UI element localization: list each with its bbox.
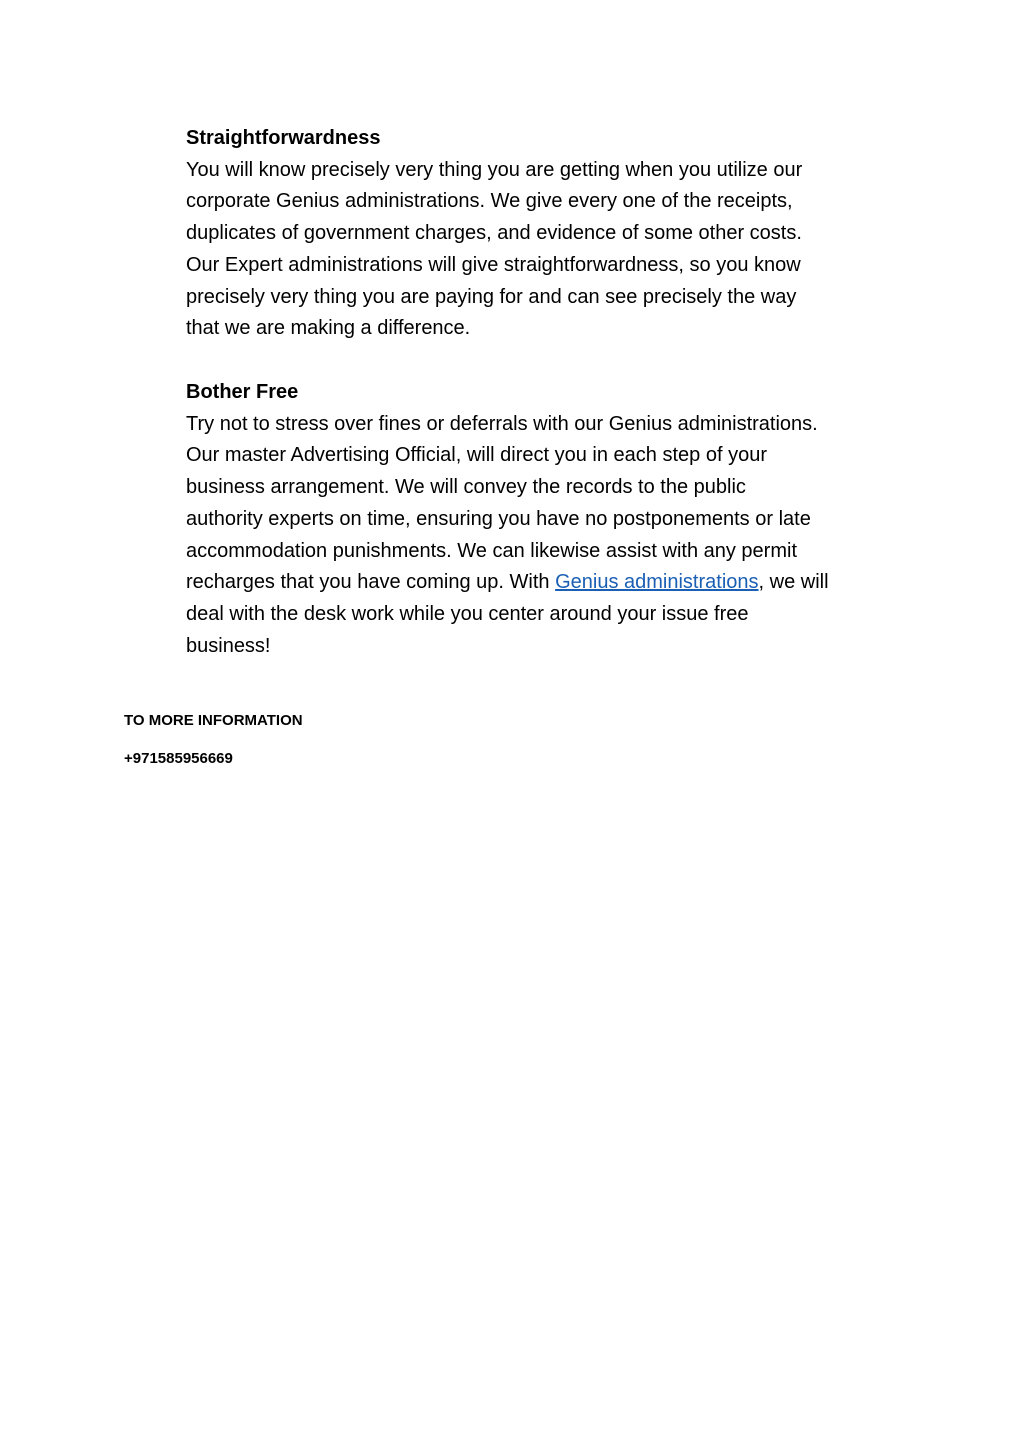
paragraph-line: Our master Advertising Official, will direct you in each step of your (186, 444, 767, 467)
paragraph-line: deal with the desk work while you center around your issue free (186, 602, 749, 625)
link-line-suffix: , we will (758, 571, 829, 594)
paragraph-line: corporate Genius administrations. We give every one of the receipts, (186, 190, 793, 213)
paragraph-line: business arrangement. We will convey the records to the public (186, 476, 746, 499)
section-heading: Straightforwardness (186, 127, 381, 149)
paragraph-line: You will know precisely very thing you are getting when you utilize our (186, 158, 803, 181)
paragraph-line-with-link (186, 567, 916, 599)
genius-administrations-link[interactable]: Genius administrations (555, 571, 759, 594)
paragraph-line: accommodation punishments. We can likewise assist with any permit (186, 539, 797, 562)
section-bother-free (186, 377, 916, 662)
paragraph-line: that we are making a difference. (186, 317, 471, 340)
section-heading: Bother Free (186, 381, 299, 403)
section-straightforwardness (186, 123, 916, 345)
more-information-label: TO MORE INFORMATION (124, 712, 303, 729)
link-line-prefix: recharges that you have coming up. With (186, 571, 556, 594)
paragraph-line: Our Expert administrations will give straightforwardness, so you know (186, 253, 801, 276)
paragraph-line: business! (186, 634, 271, 657)
paragraph-line: duplicates of government charges, and evidence of some other costs. (186, 222, 802, 245)
paragraph-line: Try not to stress over fines or deferrals with our Genius administrations. (186, 412, 818, 435)
paragraph-line: precisely very thing you are paying for and can see precisely the way (186, 285, 797, 308)
phone-number: +971585956669 (124, 750, 233, 767)
paragraph-line: authority experts on time, ensuring you have no postponements or late (186, 507, 811, 530)
